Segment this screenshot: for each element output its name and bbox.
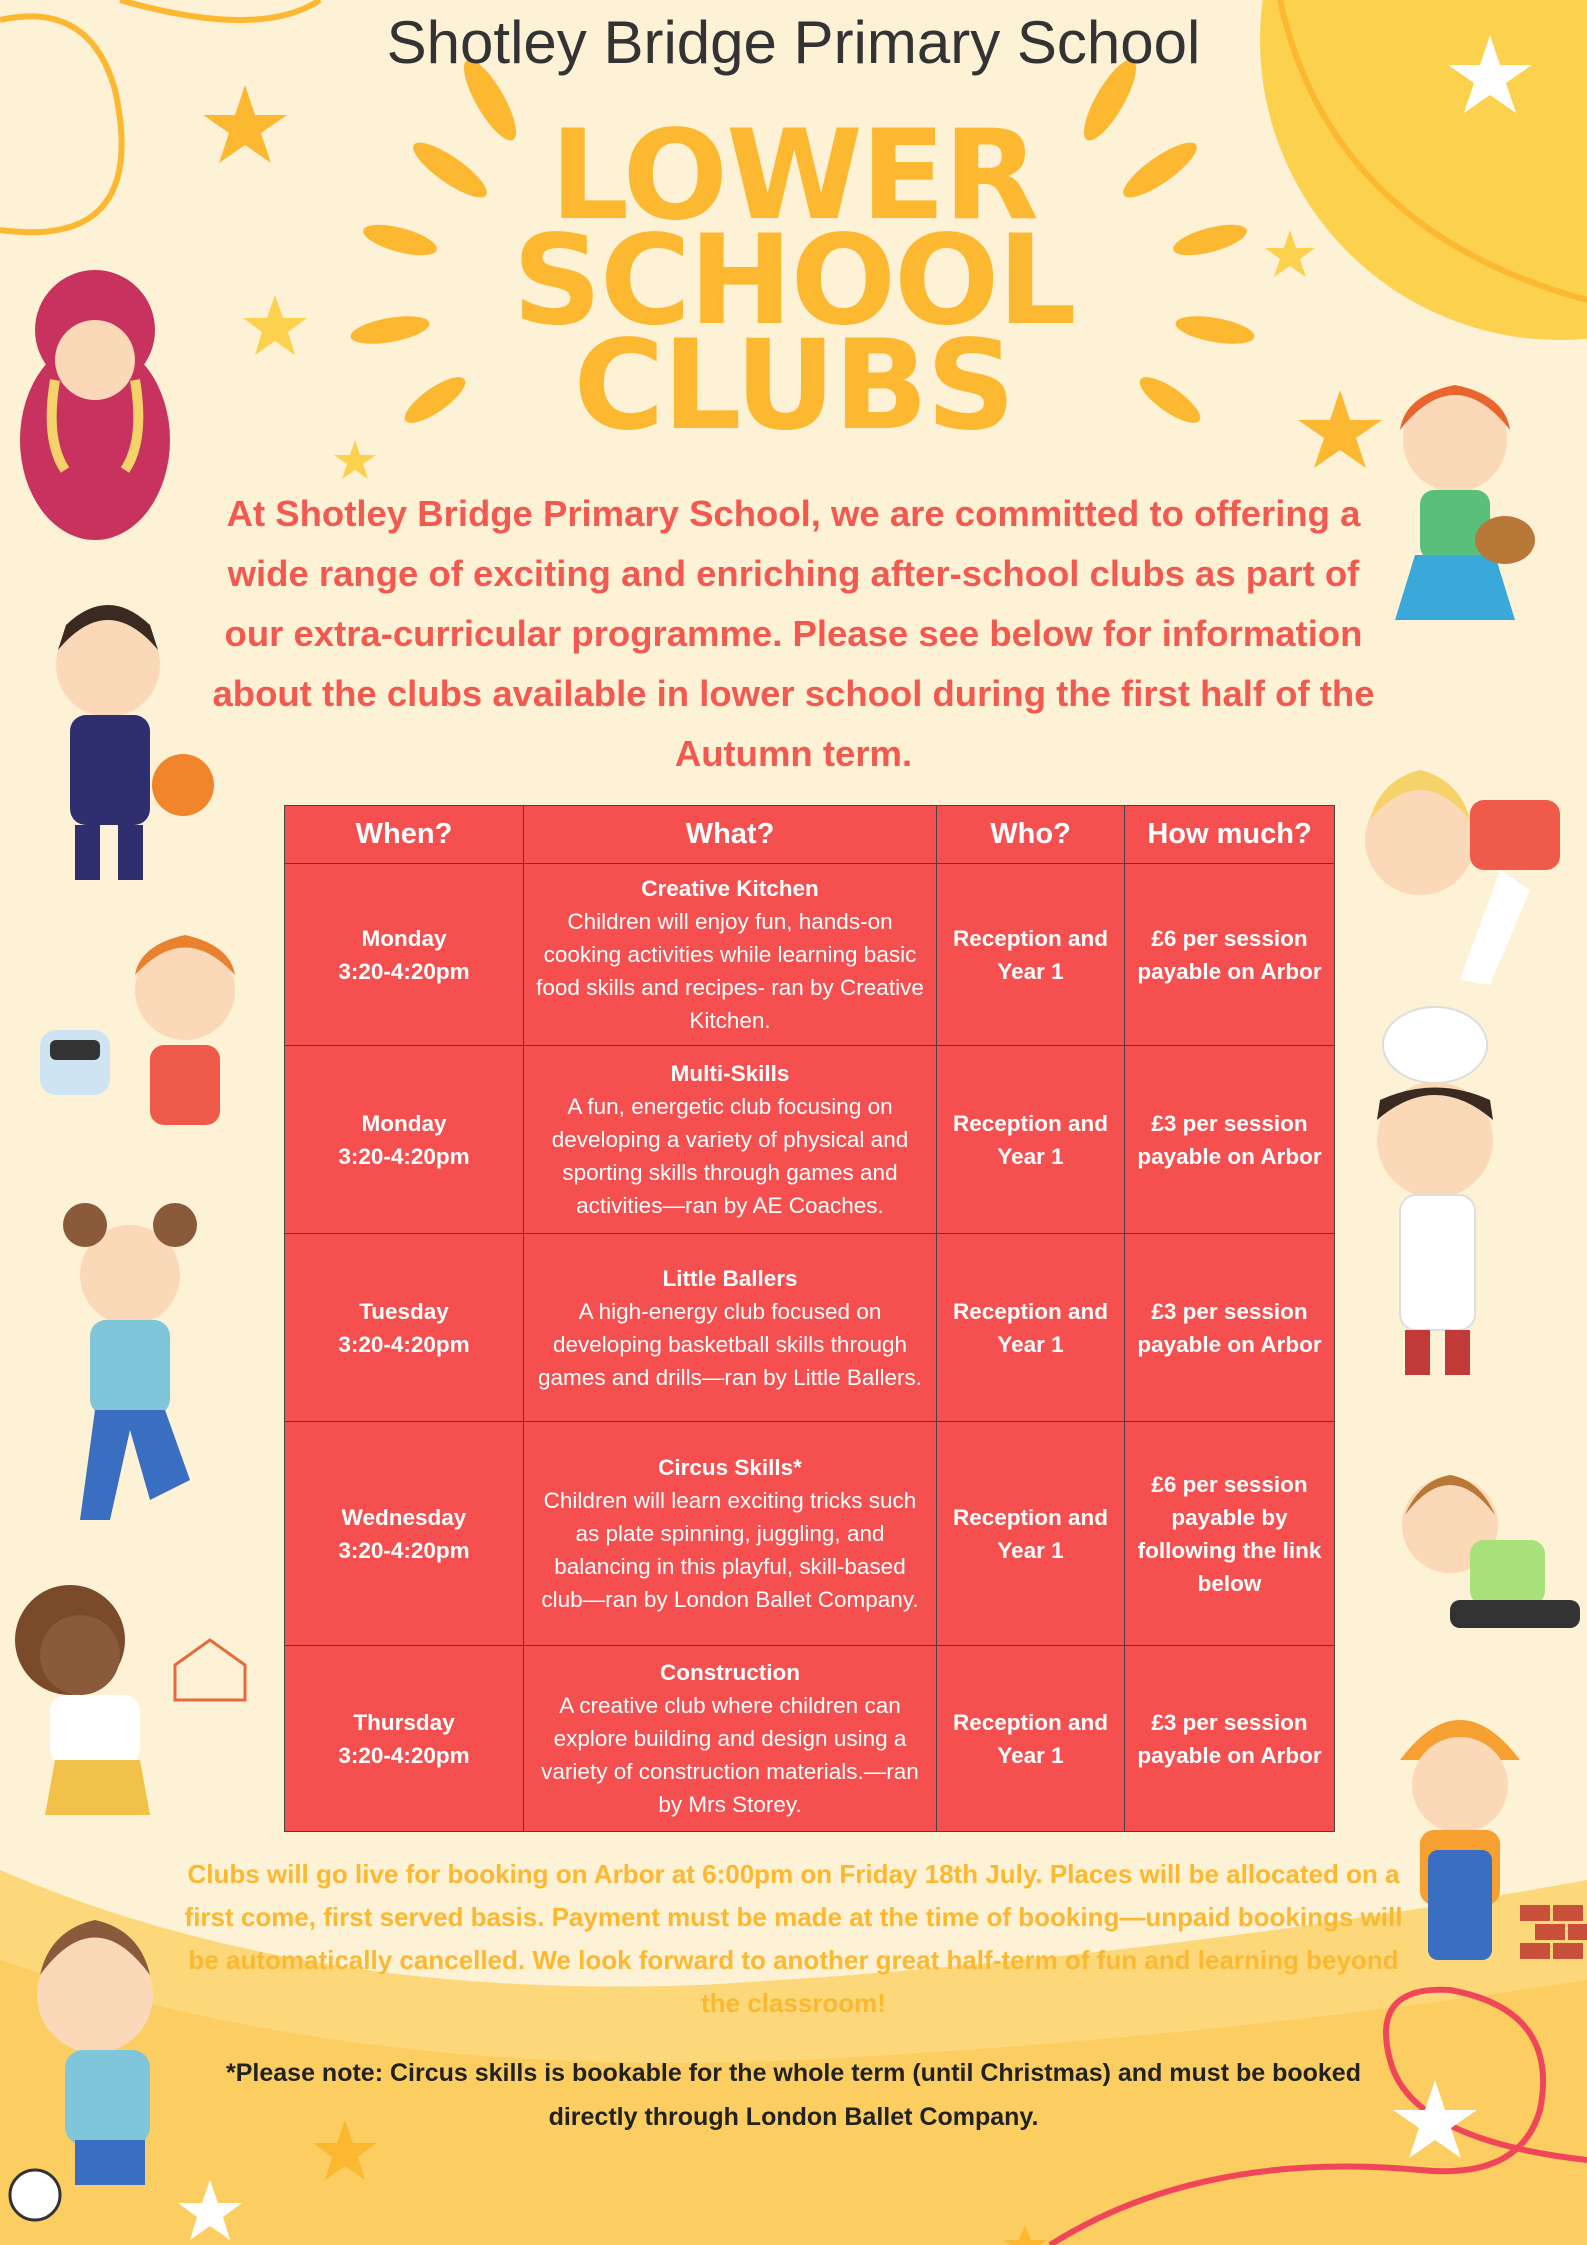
time: 3:20-4:20pm bbox=[338, 1537, 470, 1563]
who-cell: Reception and Year 1 bbox=[937, 1046, 1125, 1234]
what-cell bbox=[524, 864, 937, 1046]
day: Monday bbox=[361, 1110, 447, 1136]
cost-cell: £3 per session payable on Arbor bbox=[1125, 1646, 1335, 1832]
club-name: Creative Kitchen bbox=[641, 876, 819, 901]
header-how-much: How much? bbox=[1125, 806, 1335, 864]
exercise-child bbox=[1402, 1475, 1580, 1628]
club-name: Circus Skills* bbox=[658, 1455, 802, 1480]
what-cell bbox=[524, 1646, 937, 1832]
header-when: When? bbox=[285, 806, 524, 864]
title-line-clubs: CLUBS bbox=[573, 314, 1014, 458]
who-cell: Reception and Year 1 bbox=[937, 1422, 1125, 1646]
club-name: Multi-Skills bbox=[670, 1061, 790, 1086]
school-name: Shotley Bridge Primary School bbox=[386, 9, 1201, 76]
cost-cell: £3 per session payable on Arbor bbox=[1125, 1234, 1335, 1422]
club-description: A creative club where children can explore building and design using a variety of construction materials.—ran by Mrs Storey. bbox=[541, 1693, 919, 1817]
when-cell bbox=[285, 1646, 524, 1832]
table-row bbox=[285, 864, 1335, 1046]
what-cell bbox=[524, 1234, 937, 1422]
basketball-child bbox=[56, 605, 214, 880]
table-row bbox=[285, 1046, 1335, 1234]
when-cell bbox=[285, 1046, 524, 1234]
cost-cell: £6 per session payable on Arbor bbox=[1125, 864, 1335, 1046]
club-name: Little Ballers bbox=[662, 1265, 798, 1291]
header-who: Who? bbox=[937, 806, 1125, 864]
who-cell: Reception and Year 1 bbox=[937, 1234, 1125, 1422]
time: 3:20-4:20pm bbox=[338, 1742, 470, 1768]
time: 3:20-4:20pm bbox=[338, 958, 470, 984]
club-description: Children will learn exciting tricks such as plate spinning, juggling, and balancing in this playful, skill-based club—ran by London Ballet Company. bbox=[541, 1488, 919, 1612]
table-header-row bbox=[285, 806, 1335, 864]
header-what: What? bbox=[524, 806, 937, 864]
table-row bbox=[285, 1234, 1335, 1422]
when-cell bbox=[285, 1234, 524, 1422]
intro-paragraph: At Shotley Bridge Primary School, we are committed to offering a wide range of exciting and enriching after-school clubs as part of our extra-curricular programme. Please see below for information about the clubs available in lower school during the first half of the Autumn term. bbox=[212, 493, 1375, 774]
day: Monday bbox=[361, 925, 447, 951]
time: 3:20-4:20pm bbox=[338, 1143, 470, 1169]
time: 3:20-4:20pm bbox=[338, 1331, 470, 1357]
chef-child bbox=[1377, 1007, 1493, 1375]
drawing-child bbox=[15, 1585, 245, 1815]
star-icon bbox=[334, 440, 376, 479]
club-description: A high-energy club focused on developing basketball skills through games and drills—ran by Little Ballers. bbox=[538, 1298, 922, 1390]
day: Tuesday bbox=[359, 1298, 449, 1324]
who-cell: Reception and Year 1 bbox=[937, 864, 1125, 1046]
day: Thursday bbox=[353, 1709, 455, 1735]
circus-skills-note: *Please note: Circus skills is bookable for the whole term (until Christmas) and must be booked directly through London Ballet Company. bbox=[226, 2059, 1361, 2131]
robot-child bbox=[40, 935, 235, 1125]
cost-cell: £3 per session payable on Arbor bbox=[1125, 1046, 1335, 1234]
title-line-lower: LOWER bbox=[550, 104, 1037, 248]
club-description: Children will enjoy fun, hands-on cooking activities while learning basic food skills and recipes- ran by Creative Kitchen. bbox=[536, 909, 924, 1033]
who-cell: Reception and Year 1 bbox=[937, 1646, 1125, 1832]
cost-cell: £6 per session payable by following the link below bbox=[1125, 1422, 1335, 1646]
when-cell bbox=[285, 864, 524, 1046]
stretching-child bbox=[1365, 770, 1560, 985]
club-name: Construction bbox=[660, 1660, 800, 1685]
title-line-school: SCHOOL bbox=[512, 209, 1075, 353]
table-row bbox=[285, 1646, 1335, 1832]
yoga-child bbox=[63, 1203, 197, 1520]
when-cell bbox=[285, 1422, 524, 1646]
club-description: A fun, energetic club focusing on developing a variety of physical and sporting skills through games and activities—ran by AE Coaches. bbox=[551, 1094, 909, 1218]
booking-info-paragraph: Clubs will go live for booking on Arbor at 6:00pm on Friday 18th July. Places will be allocated on a first come, first served basis. Payment must be made at the time of booking—unpaid bookings will be automatically cancelled. We look forward to another great half-term of fun and learning beyond the classroom! bbox=[184, 1859, 1403, 2018]
what-cell bbox=[524, 1046, 937, 1234]
day: Wednesday bbox=[341, 1504, 467, 1530]
what-cell bbox=[524, 1422, 937, 1646]
clubs-table bbox=[284, 805, 1335, 1832]
table-row bbox=[285, 1422, 1335, 1646]
